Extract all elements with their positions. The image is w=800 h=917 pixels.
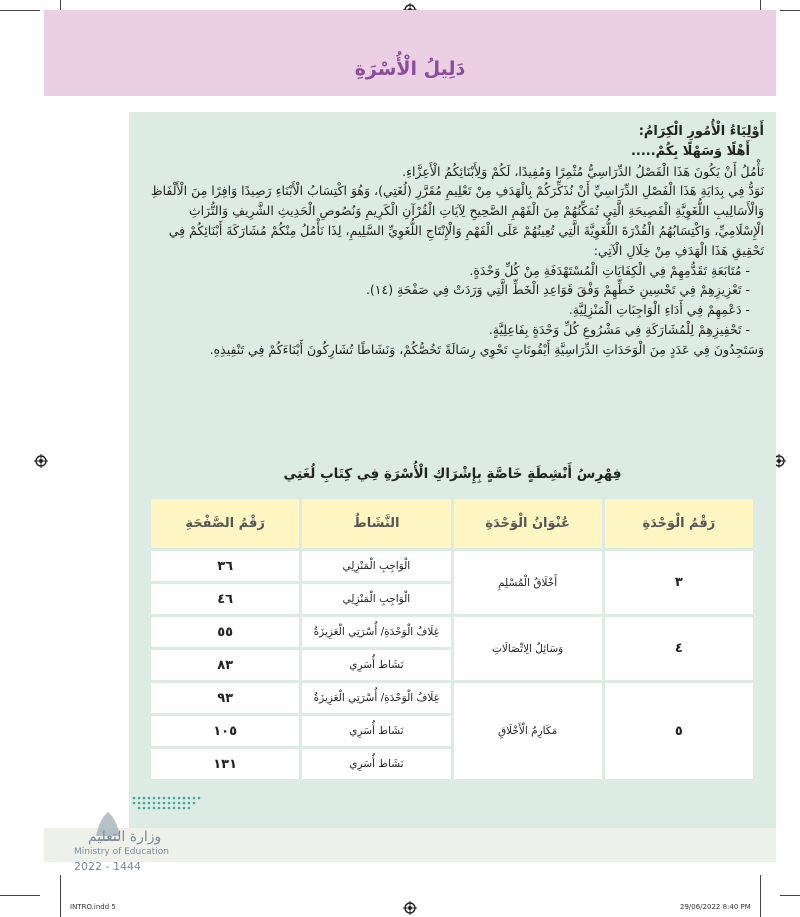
table-row	[150, 550, 755, 583]
parents-letter	[146, 122, 764, 360]
page-number: ٥٥	[150, 616, 301, 649]
column-header: رَقْمُ الصَّفْحَةِ	[150, 498, 301, 550]
page-number: ٤٦	[150, 583, 301, 616]
crop-mark	[0, 895, 40, 896]
print-slug-file: INTRO.indd 5	[70, 903, 116, 911]
page-number: ١٣١	[150, 748, 301, 781]
unit-title: مَكَارِمُ الْأَخْلَاقِ	[452, 682, 603, 781]
welcome-line: أَهْلًا وَسَهْلًا بِكُمْ.....	[630, 143, 750, 159]
activity-cell: نَشَاط أُسَرِي	[301, 715, 452, 748]
crop-mark	[0, 10, 40, 11]
list-item: - تَعْزِيزِهِمْ فِي تَحْسِينِ خَطِّهِمْ وَفْقَ قَوَاعِدِ الْخَطِّ الَّتِي وَرَدَتْ فِي صَفْحَةِ (١٤).	[365, 282, 750, 298]
registration-mark-icon	[403, 901, 417, 915]
column-header: رَقْمُ الْوَحْدَةِ	[603, 498, 754, 550]
list-item: - تَحْفِيزِهِمْ لِلْمُشَارَكَةِ فِي مَشْرُوعِ كُلِّ وَحْدَةٍ بِفَاعِلِيَّةٍ.	[488, 321, 750, 337]
crop-mark	[760, 875, 761, 917]
activities-index-table	[148, 496, 756, 782]
crop-mark	[760, 0, 761, 10]
print-slug-date: 29/06/2022 8:40 PM	[680, 903, 751, 911]
table-row	[150, 682, 755, 715]
unit-number: ٣	[603, 550, 754, 616]
list-item: - دَعْمِهِمْ فِي أَدَاءِ الْوَاجِبَاتِ الْمَنْزِلِيَّةِ.	[568, 302, 750, 318]
column-header: عُنْوَانُ الْوَحْدَةِ	[452, 498, 603, 550]
table-row	[150, 616, 755, 649]
activity-cell: الْوَاجِبِ الْمَنْزِلِي	[301, 583, 452, 616]
activity-cell: نَشَاط أُسَرِي	[301, 748, 452, 781]
paragraph: نَأْمُلُ أَنْ يَكُونَ هَذَا الْفَصْلُ الدِّرَاسِيُّ مُثْمِرًا وَمُفِيدًا، لَكُمْ وَلِأَبْنَائِكُمُ الْأَعِزَّاءِ.	[402, 163, 764, 179]
column-header: النَّشَاطُ	[301, 498, 452, 550]
crop-mark	[60, 0, 61, 10]
page-number: ٣٦	[150, 550, 301, 583]
unit-number: ٥	[603, 682, 754, 781]
unit-title: أَخْلَاقُ الْمُسْلِمِ	[452, 550, 603, 616]
paragraph: نَوَدُّ فِي بِدَايَةِ هَذَا الْفَصْلِ الدِّرَاسِيِّ أَنْ نُذَكِّرَكُمْ بِالْهَدَفِ مِنْ تَعْلِيمِ مُقَرَّرِ (لُغَتِي)، وَهُوَ اكْتِسَابُ الْأَبْنَاءِ رَصِيدًا وَافِرًا مِنَ الْأَلْفَاظِ وَالْأَسَالِيبِ اللُّغَوِيَّةِ الْفَصِيحَةِ الَّتِي تُمَكِّنُهُمْ مِنَ الْفَهْمِ الصَّحِيحِ لِآيَاتِ الْقُرْآنِ الْكَرِيمِ وَنُصُوصِ الْحَدِيثِ الشَّرِيفِ وَالتُّرَاثِ الْإِسْلَامِيِّ، وَاكْتِسَابُهُمُ الْقُدْرَةَ اللُّغَوِيَّةَ الَّتِي تُعِينُهُمْ عَلَى الْفَهْمِ وَالْإِنْتَاجِ اللُّغَوِيِّ السَّلِيمِ، لِذَا نَأْمُلُ مِنْكُمْ مُشَارَكَةَ أَبْنَائِكُمْ فِي تَحْقِيقِ هَذَا الْهَدَفِ مِنْ خِلَالِ الْآتِي:	[151, 183, 764, 258]
ministry-name-arabic: وزارة التعليم	[88, 829, 162, 845]
page-number: ١٠٥	[150, 715, 301, 748]
crop-mark	[780, 895, 800, 896]
page-number: ٩٣	[150, 682, 301, 715]
salutation: أَوْلِيَاءُ الْأُمُورِ الْكِرَامُ:	[638, 124, 764, 139]
edition-year: 2022 - 1444	[74, 860, 141, 873]
unit-number: ٤	[603, 616, 754, 682]
activity-cell: الْوَاجِبِ الْمَنْزِلِي	[301, 550, 452, 583]
registration-mark-icon	[34, 454, 48, 468]
page-number: ٨٣	[150, 649, 301, 682]
crop-mark	[780, 10, 800, 11]
paragraph: وَسَتَجِدُونَ فِي عَدَدٍ مِنَ الْوَحَدَاتِ الدِّرَاسِيَّةِ أَيْقُونَاتٍ تَحْوِي رِسَالَةً تَخُصُّكُمْ، وَنَشَاطًا تُشَارِكُونَ أَبْنَاءَكُمْ فِي تَنْفِيذِهِ.	[209, 341, 764, 357]
activity-cell: غِلَافُ الْوَحْدَةِ/ أُسْرَتِي الْعَزِيزَةُ	[301, 616, 452, 649]
page-title: دَلِيلُ الْأُسْرَةِ	[354, 58, 466, 80]
activity-cell: غِلَافُ الْوَحْدَةِ/ أُسْرَتِي الْعَزِيزَةُ	[301, 682, 452, 715]
table-header-row	[150, 498, 755, 550]
header-band	[44, 10, 776, 96]
list-item: - مُتَابَعَةِ تَقَدُّمِهِمْ فِي الْكِفَايَاتِ الْمُسْتَهْدَفَةِ مِنْ كُلِّ وَحْدَةٍ.	[469, 262, 750, 278]
activity-cell: نَشَاط أُسَرِي	[301, 649, 452, 682]
crop-mark	[60, 875, 61, 917]
ministry-name-english: Ministry of Education	[74, 847, 169, 857]
unit-title: وَسَائِلُ الِاتِّصَالَاتِ	[452, 616, 603, 682]
table-title: فِهْرِسُ أَنْشِطَةٍ خَاصَّةٍ بِإِشْرَاكِ الْأُسْرَةِ فِي كِتَابِ لُغَتِي	[283, 466, 622, 482]
